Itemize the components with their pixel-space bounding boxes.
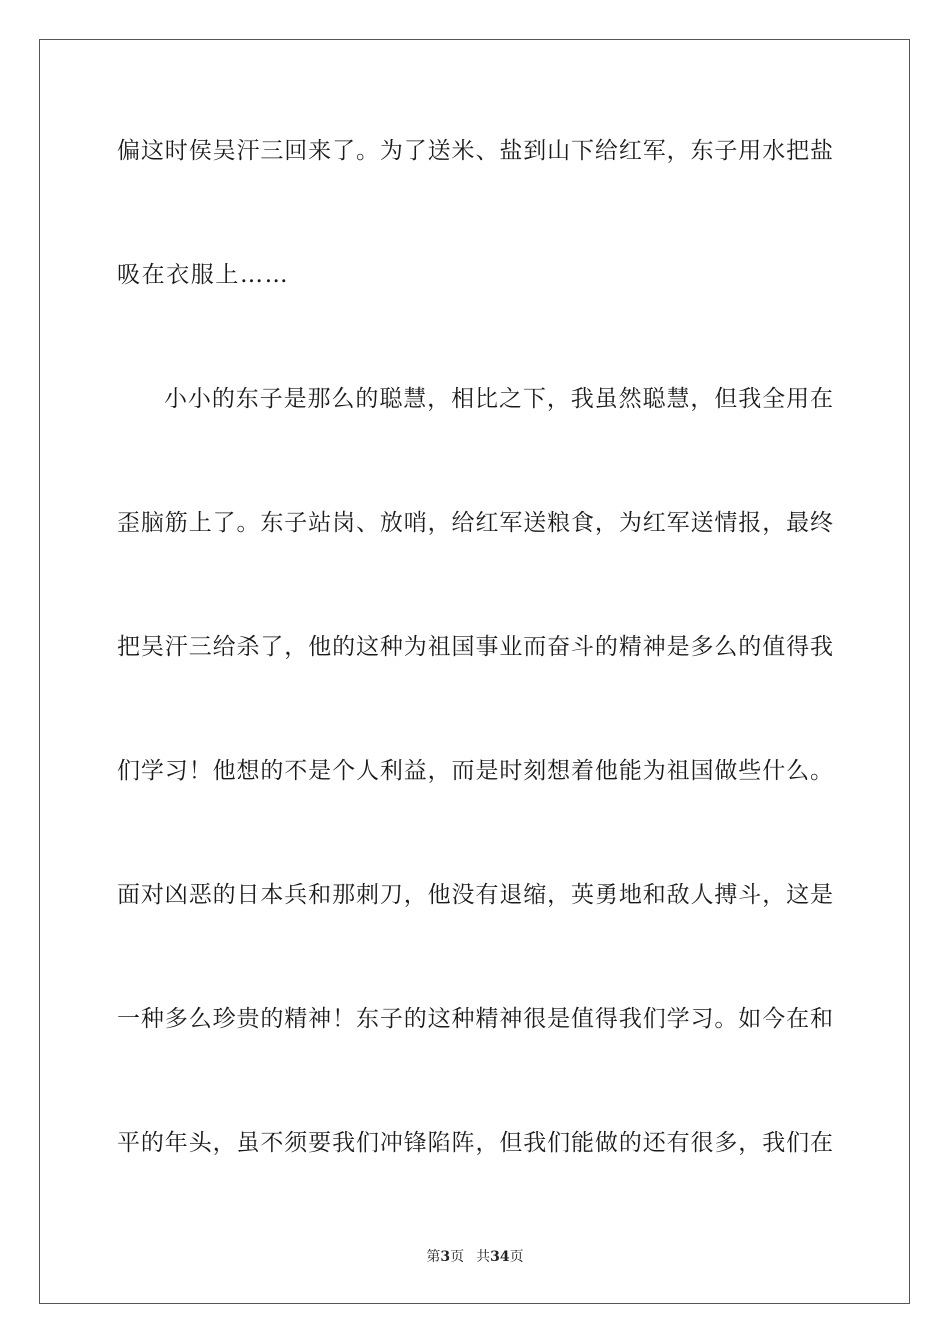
page-frame xyxy=(39,39,910,1304)
text-line-4: 歪脑筋上了。东子站岗、放哨，给红军送粮食，为红军送情报，最终 xyxy=(117,510,833,536)
text-line-2: 吸在衣服上…… xyxy=(117,262,290,288)
page-suffix: 页 xyxy=(450,1249,465,1265)
page-number: 3 xyxy=(440,1249,451,1265)
text-line-9: 平的年头，虽不须要我们冲锋陷阵，但我们能做的还有很多，我们在 xyxy=(117,1130,833,1156)
text-line-5: 把吴汗三给杀了，他的这种为祖国事业而奋斗的精神是多么的值得我 xyxy=(117,634,833,660)
page-footer xyxy=(0,1248,950,1266)
total-pages: 34 xyxy=(490,1249,510,1265)
page-prefix: 第 xyxy=(426,1249,441,1265)
total-prefix: 共 xyxy=(476,1249,491,1265)
text-line-1: 偏这时侯吴汗三回来了。为了送米、盐到山下给红军，东子用水把盐 xyxy=(117,138,833,164)
text-line-7: 面对凶恶的日本兵和那刺刀，他没有退缩，英勇地和敌人搏斗，这是 xyxy=(117,882,833,908)
text-line-3: 小小的东子是那么的聪慧，相比之下，我虽然聪慧，但我全用在 xyxy=(164,386,833,412)
text-line-6: 们学习！他想的不是个人利益，而是时刻想着他能为祖国做些什么。 xyxy=(117,758,833,784)
text-line-8: 一种多么珍贵的精神！东子的这种精神很是值得我们学习。如今在和 xyxy=(117,1006,833,1032)
total-suffix: 页 xyxy=(509,1249,524,1265)
